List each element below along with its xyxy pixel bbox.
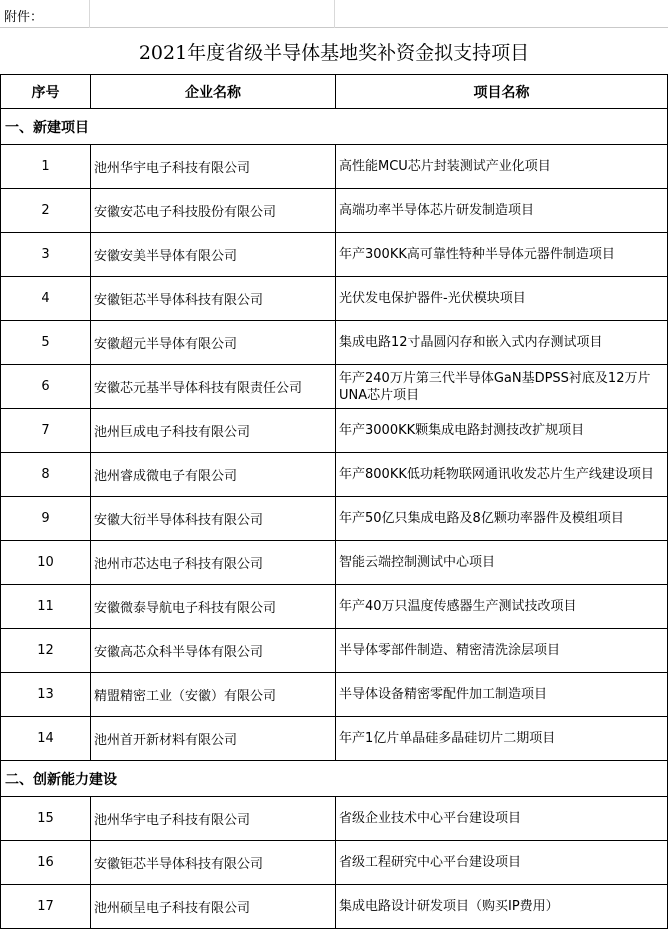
table-row (1, 797, 668, 841)
company-name: 池州睿成微电子有限公司 (91, 453, 336, 497)
page-title: 2021年度省级半导体基地奖补资金拟支持项目 (138, 41, 530, 64)
company-name: 安徽安美半导体有限公司 (91, 233, 336, 277)
row-number: 10 (1, 541, 91, 585)
row-number: 6 (1, 365, 91, 409)
company-name: 池州巨成电子科技有限公司 (91, 409, 336, 453)
project-name: 年产240万片第三代半导体GaN基DPSS衬底及12万片UNA芯片项目 (336, 365, 668, 409)
projects-table (0, 74, 668, 929)
table-row (1, 145, 668, 189)
row-number: 7 (1, 409, 91, 453)
table-row (1, 409, 668, 453)
row-number: 9 (1, 497, 91, 541)
company-name: 安徽安芯电子科技股份有限公司 (91, 189, 336, 233)
attachment-row (0, 0, 668, 28)
table-row (1, 277, 668, 321)
project-name: 智能云端控制测试中心项目 (336, 541, 668, 585)
project-name: 年产300KK高可靠性特种半导体元器件制造项目 (336, 233, 668, 277)
header-row (1, 75, 668, 109)
table-row (1, 585, 668, 629)
empty-cell[interactable] (335, 0, 668, 28)
row-number: 15 (1, 797, 91, 841)
row-number: 13 (1, 673, 91, 717)
table-row (1, 841, 668, 885)
table-row (1, 673, 668, 717)
project-name: 省级工程研究中心平台建设项目 (336, 841, 668, 885)
header-no: 序号 (1, 75, 91, 109)
section-title: 一、新建项目 (1, 109, 668, 145)
row-number: 5 (1, 321, 91, 365)
project-name: 年产50亿只集成电路及8亿颗功率器件及模组项目 (336, 497, 668, 541)
table-row (1, 321, 668, 365)
company-name: 池州华宇电子科技有限公司 (91, 145, 336, 189)
project-name: 年产1亿片单晶硅多晶硅切片二期项目 (336, 717, 668, 761)
table-row (1, 189, 668, 233)
company-name: 安徽超元半导体有限公司 (91, 321, 336, 365)
company-name: 安徽钜芯半导体科技有限公司 (91, 841, 336, 885)
attachment-label: 附件： (4, 10, 44, 25)
project-name: 年产40万只温度传感器生产测试技改项目 (336, 585, 668, 629)
project-name: 半导体零部件制造、精密清洗涂层项目 (336, 629, 668, 673)
table-row (1, 541, 668, 585)
row-number: 3 (1, 233, 91, 277)
row-number: 1 (1, 145, 91, 189)
row-number: 12 (1, 629, 91, 673)
company-name: 精盟精密工业（安徽）有限公司 (91, 673, 336, 717)
project-name: 半导体设备精密零配件加工制造项目 (336, 673, 668, 717)
company-name: 池州华宇电子科技有限公司 (91, 797, 336, 841)
row-number: 11 (1, 585, 91, 629)
section-row (1, 109, 668, 145)
row-number: 14 (1, 717, 91, 761)
table-row (1, 885, 668, 929)
project-name: 高性能MCU芯片封装测试产业化项目 (336, 145, 668, 189)
section-row (1, 761, 668, 797)
company-name: 安徽高芯众科半导体有限公司 (91, 629, 336, 673)
header-company: 企业名称 (91, 75, 336, 109)
project-name: 集成电路12寸晶圆闪存和嵌入式内存测试项目 (336, 321, 668, 365)
table-row (1, 497, 668, 541)
project-name: 省级企业技术中心平台建设项目 (336, 797, 668, 841)
project-name: 集成电路设计研发项目（购买IP费用） (336, 885, 668, 929)
project-name: 高端功率半导体芯片研发制造项目 (336, 189, 668, 233)
table-row (1, 233, 668, 277)
company-name: 安徽微泰导航电子科技有限公司 (91, 585, 336, 629)
project-name: 年产3000KK颗集成电路封测技改扩规项目 (336, 409, 668, 453)
header-project: 项目名称 (336, 75, 668, 109)
company-name: 安徽钜芯半导体科技有限公司 (91, 277, 336, 321)
company-name: 池州市芯达电子科技有限公司 (91, 541, 336, 585)
empty-cell[interactable] (90, 0, 335, 28)
row-number: 4 (1, 277, 91, 321)
attachment-cell[interactable] (0, 0, 90, 28)
company-name: 池州首开新材料有限公司 (91, 717, 336, 761)
company-name: 安徽大衍半导体科技有限公司 (91, 497, 336, 541)
company-name: 安徽芯元基半导体科技有限责任公司 (91, 365, 336, 409)
row-number: 8 (1, 453, 91, 497)
company-name: 池州硕呈电子科技有限公司 (91, 885, 336, 929)
table-row (1, 453, 668, 497)
section-title: 二、创新能力建设 (1, 761, 668, 797)
row-number: 2 (1, 189, 91, 233)
table-row (1, 365, 668, 409)
project-name: 年产800KK低功耗物联网通讯收发芯片生产线建设项目 (336, 453, 668, 497)
table-row (1, 717, 668, 761)
table-row (1, 629, 668, 673)
project-name: 光伏发电保护器件-光伏模块项目 (336, 277, 668, 321)
row-number: 17 (1, 885, 91, 929)
row-number: 16 (1, 841, 91, 885)
